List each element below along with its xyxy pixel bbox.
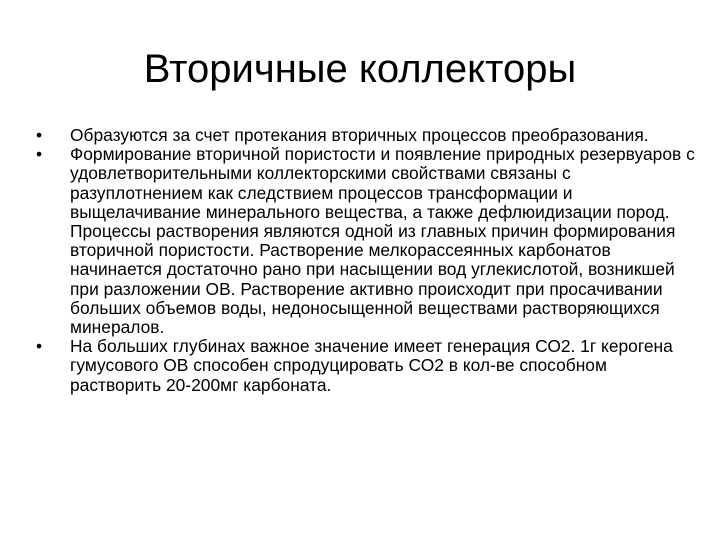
bullet-marker: • xyxy=(36,125,43,145)
bullet-item xyxy=(36,337,696,395)
bullet-marker: • xyxy=(36,336,43,357)
bullet-text: Формирование вторичной пористости и появление природных резервуаров с удовлетворительными коллекторскими свойствами связаны с разуплотнением как следствием процессов трансформации и выщелачивание минерального вещества, а также дефлюидизации пород. Процессы растворения являются одной из главных причин формирования вторичной пористости. Растворение мелкорассеянных карбонатов начинается достаточно рано при насыщении вод углекислотой, возникшей при разложении ОВ. Растворение активно происходит при просачивании больших объемов воды, недоносыщенной веществами растворяющихся минералов. xyxy=(70,144,695,338)
bullet-text: Образуются за счет протекания вторичных процессов преобразования. xyxy=(70,125,649,145)
slide-title: Вторичные коллекторы xyxy=(143,47,577,91)
bullet-item xyxy=(36,145,696,337)
bullet-list xyxy=(36,126,696,395)
bullet-marker: • xyxy=(36,144,43,165)
bullet-item xyxy=(36,126,696,145)
bullet-text: На больших глубинах важное значение имеет генерация СО2. 1г керогена гумусового ОВ способен спродуцировать СО2 в кол-ве способном растворить 20-200мг карбоната. xyxy=(70,336,673,395)
